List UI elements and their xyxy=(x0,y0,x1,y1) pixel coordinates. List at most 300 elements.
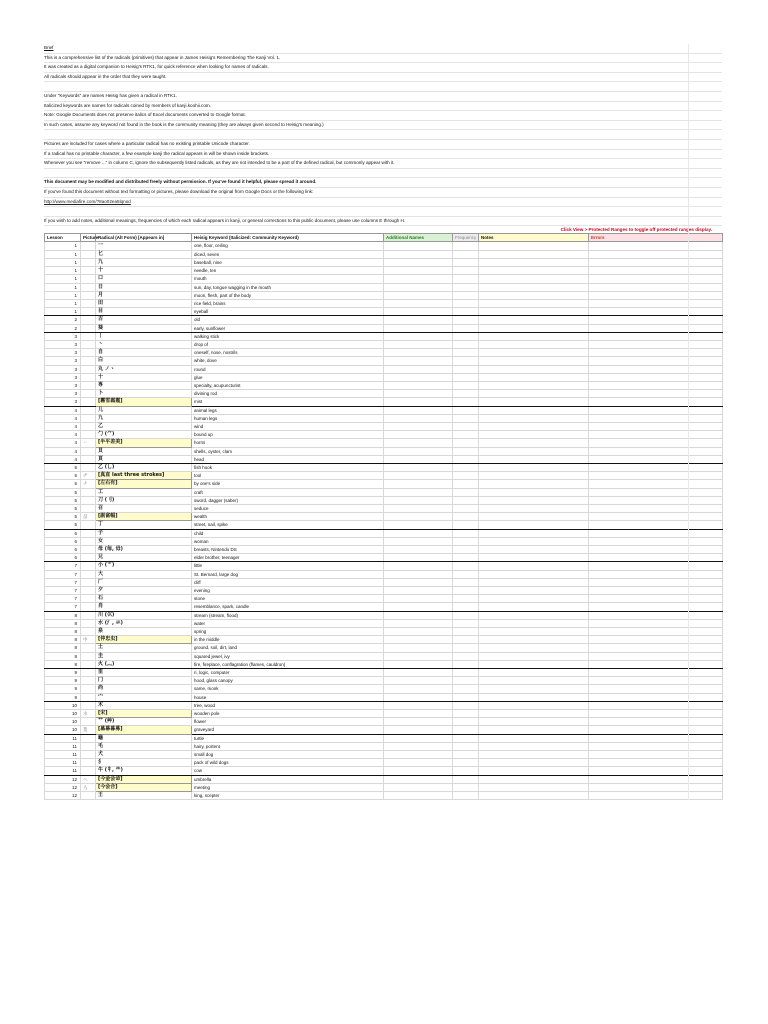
radical-cell[interactable]: 古 xyxy=(96,316,192,324)
radical-cell[interactable]: [今金会命] xyxy=(96,775,192,783)
radical-cell[interactable]: 貝 xyxy=(96,447,192,455)
picture-cell[interactable] xyxy=(81,242,96,250)
radical-cell[interactable]: 王 xyxy=(96,792,192,800)
notes-cell[interactable] xyxy=(479,603,589,611)
additional-names-cell[interactable] xyxy=(384,685,453,693)
lesson-cell[interactable]: 7 xyxy=(45,578,81,586)
radical-cell[interactable]: 夕 xyxy=(96,587,192,595)
radical-cell[interactable]: 里 xyxy=(96,669,192,677)
notes-cell[interactable] xyxy=(479,562,589,570)
radical-cell[interactable]: 卜 xyxy=(96,390,192,398)
lesson-cell[interactable]: 8 xyxy=(45,660,81,668)
keyword-cell[interactable]: meeting xyxy=(192,783,384,791)
radical-cell[interactable]: 白 xyxy=(96,357,192,365)
picture-cell[interactable] xyxy=(81,381,96,389)
frequency-cell[interactable] xyxy=(453,726,479,734)
errors-cell[interactable] xyxy=(589,578,723,586)
radical-cell[interactable]: 肖 xyxy=(96,603,192,611)
keyword-cell[interactable]: squared jewel, ivy xyxy=(192,652,384,660)
frequency-cell[interactable] xyxy=(453,767,479,775)
radical-cell[interactable]: [仲忠虫] xyxy=(96,636,192,644)
errors-cell[interactable] xyxy=(589,340,723,348)
radical-cell[interactable]: 丨 xyxy=(96,332,192,340)
radical-cell[interactable]: 召 xyxy=(96,504,192,512)
errors-cell[interactable] xyxy=(589,521,723,529)
picture-cell[interactable] xyxy=(81,603,96,611)
notes-cell[interactable] xyxy=(479,767,589,775)
errors-cell[interactable] xyxy=(589,611,723,619)
additional-names-cell[interactable] xyxy=(384,332,453,340)
errors-cell[interactable] xyxy=(589,398,723,406)
picture-cell[interactable] xyxy=(81,767,96,775)
lesson-cell[interactable]: 11 xyxy=(45,734,81,742)
frequency-cell[interactable] xyxy=(453,308,479,316)
radical-cell[interactable]: [左右有] xyxy=(96,480,192,488)
notes-cell[interactable] xyxy=(479,349,589,357)
keyword-cell[interactable]: old xyxy=(192,316,384,324)
lesson-cell[interactable]: 1 xyxy=(45,299,81,307)
additional-names-cell[interactable] xyxy=(384,472,453,480)
keyword-cell[interactable]: drop of xyxy=(192,340,384,348)
additional-names-cell[interactable] xyxy=(384,340,453,348)
notes-cell[interactable] xyxy=(479,537,589,545)
frequency-cell[interactable] xyxy=(453,275,479,283)
keyword-cell[interactable]: divining rod xyxy=(192,390,384,398)
notes-cell[interactable] xyxy=(479,578,589,586)
picture-cell[interactable] xyxy=(81,373,96,381)
keyword-cell[interactable]: hood, glass canopy xyxy=(192,677,384,685)
frequency-cell[interactable] xyxy=(453,537,479,545)
notes-cell[interactable] xyxy=(479,488,589,496)
errors-cell[interactable] xyxy=(589,406,723,414)
lesson-cell[interactable]: 3 xyxy=(45,390,81,398)
picture-cell[interactable]: ナ xyxy=(81,480,96,488)
picture-cell[interactable] xyxy=(81,570,96,578)
notes-cell[interactable] xyxy=(479,587,589,595)
picture-cell[interactable] xyxy=(81,422,96,430)
radical-cell[interactable]: 九 xyxy=(96,414,192,422)
keyword-cell[interactable]: white, dove xyxy=(192,357,384,365)
lesson-cell[interactable]: 8 xyxy=(45,619,81,627)
notes-cell[interactable] xyxy=(479,463,589,471)
errors-cell[interactable] xyxy=(589,693,723,701)
lesson-cell[interactable]: 8 xyxy=(45,628,81,636)
frequency-cell[interactable] xyxy=(453,283,479,291)
radical-cell[interactable]: 刀 (刂) xyxy=(96,496,192,504)
keyword-cell[interactable]: wealth xyxy=(192,513,384,521)
picture-cell[interactable]: 中 xyxy=(81,636,96,644)
picture-cell[interactable] xyxy=(81,693,96,701)
radical-cell[interactable]: 牛 (牜, ⺧) xyxy=(96,767,192,775)
additional-names-cell[interactable] xyxy=(384,521,453,529)
errors-cell[interactable] xyxy=(589,775,723,783)
notes-cell[interactable] xyxy=(479,258,589,266)
keyword-cell[interactable]: in the middle xyxy=(192,636,384,644)
frequency-cell[interactable] xyxy=(453,340,479,348)
lesson-cell[interactable]: 9 xyxy=(45,677,81,685)
lesson-cell[interactable]: 4 xyxy=(45,455,81,463)
additional-names-cell[interactable] xyxy=(384,734,453,742)
additional-names-cell[interactable] xyxy=(384,611,453,619)
radical-cell[interactable]: 匕 xyxy=(96,250,192,258)
lesson-cell[interactable]: 11 xyxy=(45,751,81,759)
radical-cell[interactable]: 川 (巛) xyxy=(96,611,192,619)
additional-names-cell[interactable] xyxy=(384,496,453,504)
notes-cell[interactable] xyxy=(479,414,589,422)
keyword-cell[interactable]: hairy, portent xyxy=(192,742,384,750)
picture-cell[interactable]: 丷 xyxy=(81,439,96,447)
notes-cell[interactable] xyxy=(479,332,589,340)
frequency-cell[interactable] xyxy=(453,472,479,480)
lesson-cell[interactable]: 3 xyxy=(45,373,81,381)
lesson-cell[interactable]: 7 xyxy=(45,562,81,570)
radical-cell[interactable]: 石 xyxy=(96,595,192,603)
lesson-cell[interactable]: 10 xyxy=(45,701,81,709)
picture-cell[interactable] xyxy=(81,619,96,627)
lesson-cell[interactable]: 3 xyxy=(45,381,81,389)
notes-cell[interactable] xyxy=(479,390,589,398)
frequency-cell[interactable] xyxy=(453,381,479,389)
keyword-cell[interactable]: water xyxy=(192,619,384,627)
frequency-cell[interactable] xyxy=(453,783,479,791)
keyword-cell[interactable]: elder brother, teenager xyxy=(192,554,384,562)
additional-names-cell[interactable] xyxy=(384,792,453,800)
additional-names-cell[interactable] xyxy=(384,414,453,422)
radical-cell[interactable]: 犬 xyxy=(96,751,192,759)
radical-cell[interactable]: [墓幕暮募] xyxy=(96,726,192,734)
errors-cell[interactable] xyxy=(589,587,723,595)
picture-cell[interactable] xyxy=(81,275,96,283)
picture-cell[interactable]: 亼 xyxy=(81,783,96,791)
header-keyword[interactable]: Heisig Keyword (Italicized: Community Keyword) xyxy=(192,234,384,242)
keyword-cell[interactable]: glue xyxy=(192,373,384,381)
notes-cell[interactable] xyxy=(479,299,589,307)
radical-cell[interactable]: 毛 xyxy=(96,742,192,750)
frequency-cell[interactable] xyxy=(453,316,479,324)
notes-cell[interactable] xyxy=(479,324,589,332)
errors-cell[interactable] xyxy=(589,701,723,709)
errors-cell[interactable] xyxy=(589,447,723,455)
radical-cell[interactable]: 十 xyxy=(96,267,192,275)
picture-cell[interactable] xyxy=(81,669,96,677)
errors-cell[interactable] xyxy=(589,291,723,299)
additional-names-cell[interactable] xyxy=(384,488,453,496)
notes-cell[interactable] xyxy=(479,644,589,652)
radical-cell[interactable]: [霧雪霜霞] xyxy=(96,398,192,406)
lesson-cell[interactable]: 1 xyxy=(45,275,81,283)
keyword-cell[interactable]: bound up xyxy=(192,431,384,439)
keyword-cell[interactable]: king, scepter xyxy=(192,792,384,800)
frequency-cell[interactable] xyxy=(453,677,479,685)
lesson-cell[interactable]: 8 xyxy=(45,652,81,660)
additional-names-cell[interactable] xyxy=(384,693,453,701)
keyword-cell[interactable]: same, monk xyxy=(192,685,384,693)
picture-cell[interactable] xyxy=(81,357,96,365)
picture-cell[interactable]: 畐 xyxy=(81,513,96,521)
notes-cell[interactable] xyxy=(479,242,589,250)
frequency-cell[interactable] xyxy=(453,529,479,537)
notes-cell[interactable] xyxy=(479,693,589,701)
lesson-cell[interactable]: 4 xyxy=(45,431,81,439)
frequency-cell[interactable] xyxy=(453,406,479,414)
additional-names-cell[interactable] xyxy=(384,463,453,471)
radical-cell[interactable]: 目 xyxy=(96,308,192,316)
lesson-cell[interactable]: 5 xyxy=(45,496,81,504)
additional-names-cell[interactable] xyxy=(384,299,453,307)
notes-cell[interactable] xyxy=(479,718,589,726)
picture-cell[interactable]: ヂ xyxy=(81,472,96,480)
additional-names-cell[interactable] xyxy=(384,701,453,709)
lesson-cell[interactable]: 12 xyxy=(45,792,81,800)
picture-cell[interactable] xyxy=(81,587,96,595)
errors-cell[interactable] xyxy=(589,373,723,381)
additional-names-cell[interactable] xyxy=(384,562,453,570)
notes-cell[interactable] xyxy=(479,357,589,365)
radical-cell[interactable]: 艹 (艸) xyxy=(96,718,192,726)
errors-cell[interactable] xyxy=(589,595,723,603)
picture-cell[interactable] xyxy=(81,595,96,603)
additional-names-cell[interactable] xyxy=(384,406,453,414)
keyword-cell[interactable]: early, sunflower xyxy=(192,324,384,332)
header-additional-names[interactable]: Additional Names xyxy=(384,234,453,242)
lesson-cell[interactable]: 2 xyxy=(45,316,81,324)
notes-cell[interactable] xyxy=(479,726,589,734)
lesson-cell[interactable]: 11 xyxy=(45,742,81,750)
picture-cell[interactable] xyxy=(81,431,96,439)
errors-cell[interactable] xyxy=(589,431,723,439)
frequency-cell[interactable] xyxy=(453,628,479,636)
radical-cell[interactable]: 月 xyxy=(96,291,192,299)
lesson-cell[interactable]: 8 xyxy=(45,611,81,619)
keyword-cell[interactable]: seduce xyxy=(192,504,384,512)
notes-cell[interactable] xyxy=(479,529,589,537)
keyword-cell[interactable]: round xyxy=(192,365,384,373)
header-radical[interactable]: Radical (Alt Form) [Appears in] xyxy=(96,234,192,242)
errors-cell[interactable] xyxy=(589,390,723,398)
errors-cell[interactable] xyxy=(589,554,723,562)
keyword-cell[interactable]: turtle xyxy=(192,734,384,742)
lesson-cell[interactable]: 3 xyxy=(45,357,81,365)
errors-cell[interactable] xyxy=(589,365,723,373)
additional-names-cell[interactable] xyxy=(384,767,453,775)
radical-cell[interactable]: 丶 xyxy=(96,340,192,348)
lesson-cell[interactable]: 1 xyxy=(45,258,81,266)
radical-cell[interactable]: [半平差美] xyxy=(96,439,192,447)
additional-names-cell[interactable] xyxy=(384,316,453,324)
picture-cell[interactable] xyxy=(81,554,96,562)
errors-cell[interactable] xyxy=(589,250,723,258)
notes-cell[interactable] xyxy=(479,504,589,512)
lesson-cell[interactable]: 5 xyxy=(45,488,81,496)
errors-cell[interactable] xyxy=(589,685,723,693)
header-lesson[interactable]: Lesson xyxy=(45,234,81,242)
notes-cell[interactable] xyxy=(479,455,589,463)
errors-cell[interactable] xyxy=(589,283,723,291)
notes-cell[interactable] xyxy=(479,636,589,644)
radical-cell[interactable]: 口 xyxy=(96,275,192,283)
keyword-cell[interactable]: fish hook xyxy=(192,463,384,471)
additional-names-cell[interactable] xyxy=(384,513,453,521)
picture-cell[interactable] xyxy=(81,701,96,709)
errors-cell[interactable] xyxy=(589,710,723,718)
keyword-cell[interactable]: evening xyxy=(192,587,384,595)
errors-cell[interactable] xyxy=(589,357,723,365)
additional-names-cell[interactable] xyxy=(384,431,453,439)
lesson-cell[interactable]: 12 xyxy=(45,783,81,791)
lesson-cell[interactable]: 9 xyxy=(45,669,81,677)
frequency-cell[interactable] xyxy=(453,619,479,627)
errors-cell[interactable] xyxy=(589,349,723,357)
lesson-cell[interactable]: 5 xyxy=(45,521,81,529)
notes-cell[interactable] xyxy=(479,381,589,389)
frequency-cell[interactable] xyxy=(453,751,479,759)
notes-cell[interactable] xyxy=(479,275,589,283)
notes-cell[interactable] xyxy=(479,316,589,324)
lesson-cell[interactable]: 10 xyxy=(45,726,81,734)
lesson-cell[interactable]: 4 xyxy=(45,447,81,455)
errors-cell[interactable] xyxy=(589,267,723,275)
notes-cell[interactable] xyxy=(479,734,589,742)
keyword-cell[interactable]: specialty, acupuncturist xyxy=(192,381,384,389)
keyword-cell[interactable]: by one's side xyxy=(192,480,384,488)
radical-cell[interactable]: 兄 xyxy=(96,554,192,562)
additional-names-cell[interactable] xyxy=(384,439,453,447)
picture-cell[interactable] xyxy=(81,611,96,619)
notes-cell[interactable] xyxy=(479,439,589,447)
frequency-cell[interactable] xyxy=(453,258,479,266)
keyword-cell[interactable]: shells, oyster, clam xyxy=(192,447,384,455)
errors-cell[interactable] xyxy=(589,299,723,307)
lesson-cell[interactable]: 2 xyxy=(45,324,81,332)
radical-cell[interactable]: ⻱ xyxy=(96,734,192,742)
additional-names-cell[interactable] xyxy=(384,603,453,611)
additional-names-cell[interactable] xyxy=(384,742,453,750)
picture-cell[interactable] xyxy=(81,742,96,750)
keyword-cell[interactable]: resemblance, spark, candle xyxy=(192,603,384,611)
errors-cell[interactable] xyxy=(589,308,723,316)
lesson-cell[interactable]: 1 xyxy=(45,308,81,316)
errors-cell[interactable] xyxy=(589,496,723,504)
errors-cell[interactable] xyxy=(589,603,723,611)
radical-cell[interactable]: 日 xyxy=(96,283,192,291)
picture-cell[interactable] xyxy=(81,340,96,348)
additional-names-cell[interactable] xyxy=(384,537,453,545)
frequency-cell[interactable] xyxy=(453,693,479,701)
radical-cell[interactable]: 圭 xyxy=(96,652,192,660)
errors-cell[interactable] xyxy=(589,422,723,430)
frequency-cell[interactable] xyxy=(453,636,479,644)
lesson-cell[interactable]: 3 xyxy=(45,398,81,406)
keyword-cell[interactable]: woman xyxy=(192,537,384,545)
lesson-cell[interactable]: 6 xyxy=(45,554,81,562)
picture-cell[interactable] xyxy=(81,537,96,545)
picture-cell[interactable] xyxy=(81,685,96,693)
notes-cell[interactable] xyxy=(479,431,589,439)
radical-cell[interactable]: 厂 xyxy=(96,578,192,586)
notes-cell[interactable] xyxy=(479,398,589,406)
frequency-cell[interactable] xyxy=(453,455,479,463)
additional-names-cell[interactable] xyxy=(384,529,453,537)
keyword-cell[interactable]: mouth xyxy=(192,275,384,283)
additional-names-cell[interactable] xyxy=(384,250,453,258)
keyword-cell[interactable]: street, nail, spike xyxy=(192,521,384,529)
errors-cell[interactable] xyxy=(589,529,723,537)
errors-cell[interactable] xyxy=(589,463,723,471)
lesson-cell[interactable]: 7 xyxy=(45,570,81,578)
frequency-cell[interactable] xyxy=(453,349,479,357)
lesson-cell[interactable]: 1 xyxy=(45,291,81,299)
errors-cell[interactable] xyxy=(589,677,723,685)
picture-cell[interactable]: 朩 xyxy=(81,710,96,718)
errors-cell[interactable] xyxy=(589,324,723,332)
picture-cell[interactable] xyxy=(81,455,96,463)
keyword-cell[interactable]: baseball, nine xyxy=(192,258,384,266)
keyword-cell[interactable]: moon, flesh, part of the body xyxy=(192,291,384,299)
radical-cell[interactable]: 母 (毎, 毋) xyxy=(96,546,192,554)
lesson-cell[interactable]: 5 xyxy=(45,472,81,480)
frequency-cell[interactable] xyxy=(453,669,479,677)
frequency-cell[interactable] xyxy=(453,242,479,250)
errors-cell[interactable] xyxy=(589,792,723,800)
lesson-cell[interactable]: 10 xyxy=(45,718,81,726)
picture-cell[interactable] xyxy=(81,258,96,266)
radical-cell[interactable]: 冂 xyxy=(96,677,192,685)
picture-cell[interactable] xyxy=(81,644,96,652)
frequency-cell[interactable] xyxy=(453,439,479,447)
frequency-cell[interactable] xyxy=(453,324,479,332)
keyword-cell[interactable]: small dog xyxy=(192,751,384,759)
frequency-cell[interactable] xyxy=(453,742,479,750)
additional-names-cell[interactable] xyxy=(384,775,453,783)
additional-names-cell[interactable] xyxy=(384,291,453,299)
lesson-cell[interactable]: 9 xyxy=(45,693,81,701)
additional-names-cell[interactable] xyxy=(384,570,453,578)
frequency-cell[interactable] xyxy=(453,578,479,586)
additional-names-cell[interactable] xyxy=(384,587,453,595)
picture-cell[interactable] xyxy=(81,332,96,340)
picture-cell[interactable] xyxy=(81,349,96,357)
lesson-cell[interactable]: 6 xyxy=(45,546,81,554)
notes-cell[interactable] xyxy=(479,250,589,258)
picture-cell[interactable] xyxy=(81,660,96,668)
lesson-cell[interactable]: 3 xyxy=(45,340,81,348)
lesson-cell[interactable]: 5 xyxy=(45,463,81,471)
errors-cell[interactable] xyxy=(589,570,723,578)
frequency-cell[interactable] xyxy=(453,718,479,726)
frequency-cell[interactable] xyxy=(453,701,479,709)
picture-cell[interactable]: へ xyxy=(81,775,96,783)
additional-names-cell[interactable] xyxy=(384,619,453,627)
lesson-cell[interactable]: 1 xyxy=(45,242,81,250)
picture-cell[interactable] xyxy=(81,365,96,373)
additional-names-cell[interactable] xyxy=(384,275,453,283)
keyword-cell[interactable]: tree, wood xyxy=(192,701,384,709)
errors-cell[interactable] xyxy=(589,316,723,324)
frequency-cell[interactable] xyxy=(453,734,479,742)
additional-names-cell[interactable] xyxy=(384,324,453,332)
lesson-cell[interactable]: 3 xyxy=(45,332,81,340)
notes-cell[interactable] xyxy=(479,406,589,414)
picture-cell[interactable] xyxy=(81,521,96,529)
keyword-cell[interactable]: wooden pole xyxy=(192,710,384,718)
additional-names-cell[interactable] xyxy=(384,422,453,430)
additional-names-cell[interactable] xyxy=(384,373,453,381)
keyword-cell[interactable]: rice field, brains xyxy=(192,299,384,307)
additional-names-cell[interactable] xyxy=(384,390,453,398)
picture-cell[interactable] xyxy=(81,677,96,685)
notes-cell[interactable] xyxy=(479,619,589,627)
picture-cell[interactable] xyxy=(81,628,96,636)
